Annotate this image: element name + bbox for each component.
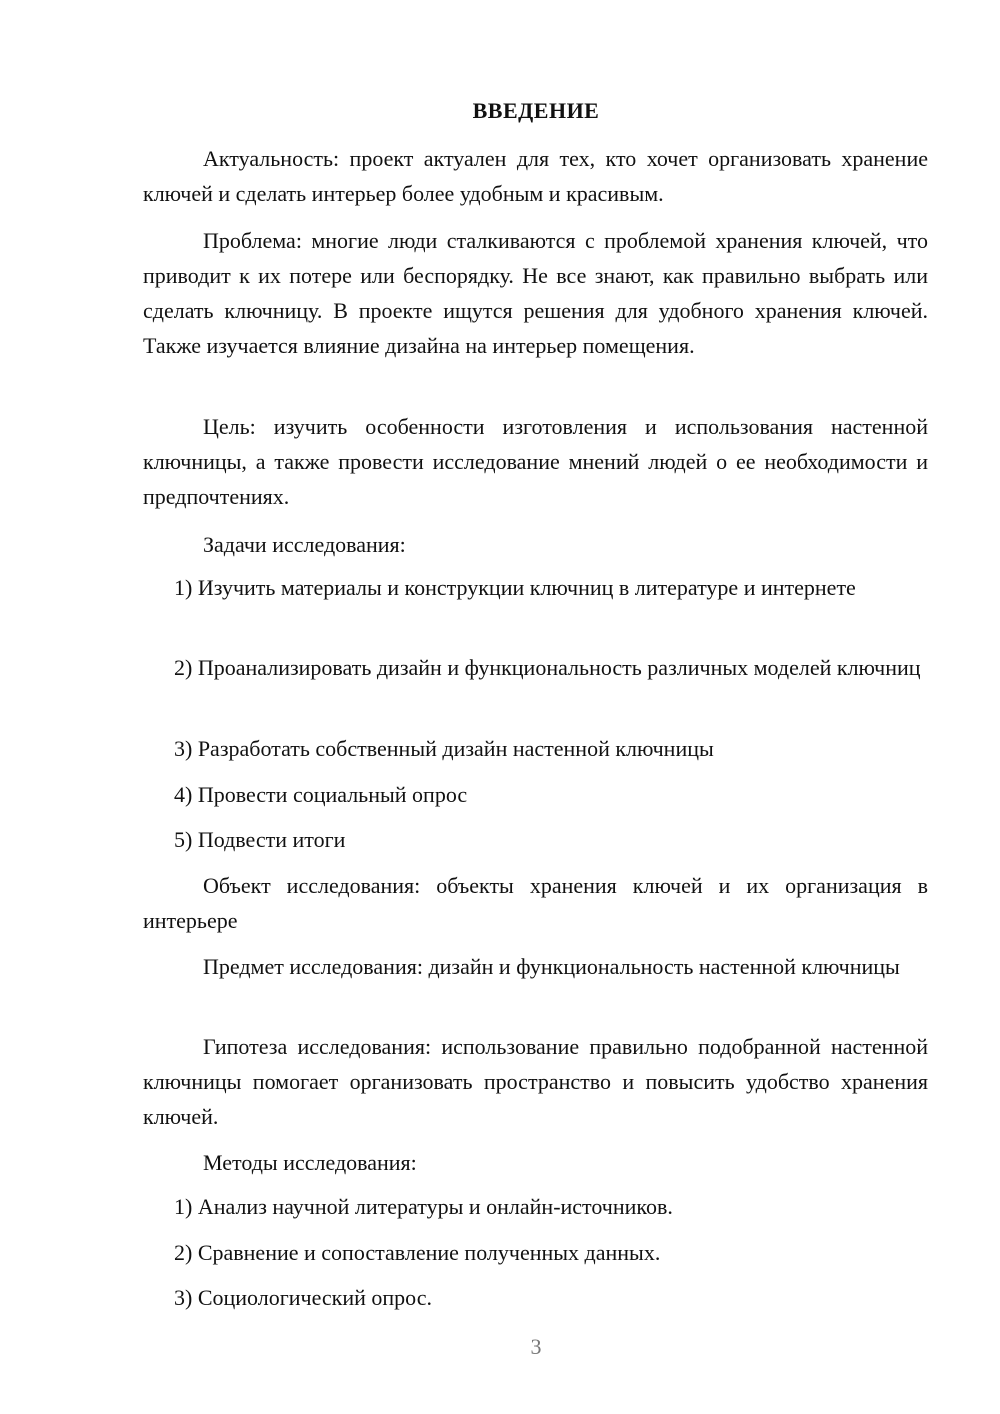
method-item: 3) Социологический опрос. xyxy=(174,1285,432,1310)
page-number: 3 xyxy=(530,1334,542,1359)
subject-paragraph: Предмет исследования: дизайн и функциональность настенной ключницы xyxy=(203,954,900,979)
task-item: 2) Проанализировать дизайн и функциональность различных моделей ключниц xyxy=(174,655,921,680)
task-item: 5) Подвести итоги xyxy=(174,827,346,852)
task-item: 4) Провести социальный опрос xyxy=(174,782,468,807)
task-item: 1) Изучить материалы и конструкции ключниц в литературе и интернете xyxy=(174,575,856,600)
problem-paragraph: Проблема: многие люди сталкиваются с проблемой хранения ключей, что приводит к их потере или беспорядку. Не все знают, как правильно выбрать или сделать ключницу. В проекте ищутся решения для удобного хранения ключей. Также изучается влияние дизайна на интерьер помещения. xyxy=(143,228,928,358)
tasks-heading: Задачи исследования: xyxy=(203,532,406,557)
task-item: 3) Разработать собственный дизайн настенной ключницы xyxy=(174,736,714,761)
hypothesis-paragraph: Гипотеза исследования: использование правильно подобранной настенной ключницы помогает организовать пространство и повысить удобство хранения ключей. xyxy=(143,1034,928,1129)
object-paragraph: Объект исследования: объекты хранения ключей и их организация в интерьере xyxy=(143,873,928,933)
page-title: ВВЕДЕНИЕ xyxy=(472,98,600,123)
method-item: 2) Сравнение и сопоставление полученных данных. xyxy=(174,1240,661,1265)
method-item: 1) Анализ научной литературы и онлайн-источников. xyxy=(174,1194,673,1219)
relevance-paragraph: Актуальность: проект актуален для тех, кто хочет организовать хранение ключей и сделать интерьер более удобным и красивым. xyxy=(143,146,928,206)
methods-heading: Методы исследования: xyxy=(203,1150,417,1175)
goal-paragraph: Цель: изучить особенности изготовления и использования настенной ключницы, а также провести исследование мнений людей о ее необходимости и предпочтениях. xyxy=(143,414,928,509)
